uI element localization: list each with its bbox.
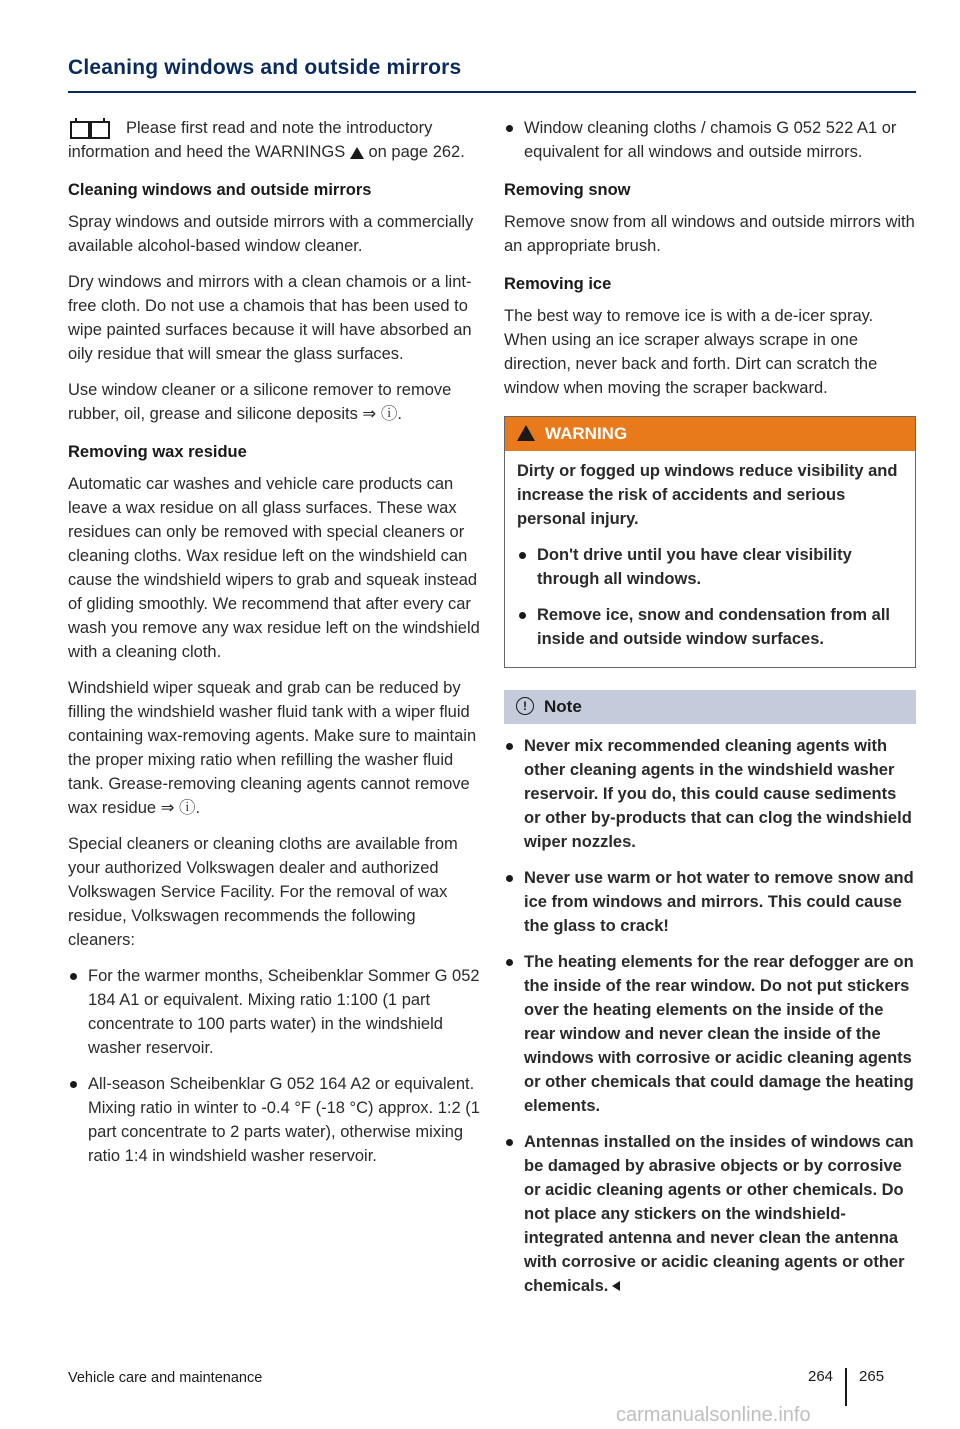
page-title: Cleaning windows and outside mirrors	[68, 56, 462, 79]
page-separator	[845, 1368, 847, 1406]
list-item-all-season: All-season Scheibenklar G 052 164 A2 or equivalent. Mixing ratio in winter to -0.4 °F (-18 °C) approx. 1:2 (1 part concentrate to 2 parts water), otherwise mixing ratio 1:4 in windshield washer reservoir.	[68, 1072, 480, 1168]
intro-paragraph	[68, 116, 480, 164]
heading-ice: Removing ice	[504, 275, 612, 293]
footer-section-name: Vehicle care and maintenance	[68, 1370, 263, 1386]
paragraph-spray: Spray windows and outside mirrors with a commercially available alcohol-based window cleaner.	[68, 213, 474, 255]
book-icon	[68, 116, 112, 140]
heading-wax: Removing wax residue	[68, 443, 247, 461]
warning-header	[505, 417, 915, 451]
warning-item-visibility: Don't drive until you have clear visibility through all windows.	[517, 543, 903, 591]
list-item-cloths: Window cleaning cloths / chamois G 052 522 A1 or equivalent for all windows and outside mirrors.	[504, 116, 916, 164]
paragraph-wax-residue: Automatic car washes and vehicle care products can leave a wax residue on all glass surfaces. These wax residues can only be removed with special cleaners or cleaning cloths. Wax residue left on the windshield can cause the windshield wipers to grab and squeak instead of gliding smoothly. We recommend that after every car wash you remove any wax residue left on the windshield with a cleaning cloth.	[68, 475, 480, 661]
watermark: carmanualsonline.info	[616, 1404, 811, 1426]
note-header	[504, 690, 916, 724]
page-number-right: 265	[859, 1368, 885, 1385]
warning-label: WARNING	[545, 424, 628, 443]
paragraph-silicone: Use window cleaner or a silicone remover to remove rubber, oil, grease and silicone deposits ⇒ ⓘ.	[68, 381, 452, 423]
warning-icon	[517, 425, 535, 441]
intro-page-ref: on page 262.	[368, 143, 465, 161]
end-of-section-icon	[612, 1281, 620, 1291]
note-item-mix: Never mix recommended cleaning agents with other cleaning agents in the windshield washer reservoir. If you do, this could cause sediments or other by-products that can clog the windshield wiper nozzles.	[504, 734, 916, 854]
note-item-heating: The heating elements for the rear defogger are on the inside of the rear window. Do not put stickers over the heating elements on the inside of the rear window and never clean the inside of the windows with corrosive or acidic cleaning agents or other chemicals that could damage the heating elements.	[504, 950, 916, 1118]
note-info-icon: !	[516, 697, 534, 715]
paragraph-wiper-squeak: Windshield wiper squeak and grab can be reduced by filling the windshield washer fluid tank with a wiper fluid containing wax-removing agents. Make sure to maintain the proper mixing ratio when refilling the washer fluid tank. Grease-removing cleaning agents cannot remove wax residue ⇒ ⓘ.	[68, 679, 477, 817]
list-item-sommer: For the warmer months, Scheibenklar Sommer G 052 184 A1 or equivalent. Mixing ratio 1:100 (1 part concentrate to 100 parts water) in the windshield washer reservoir.	[68, 964, 480, 1060]
warning-text: Dirty or fogged up windows reduce visibility and increase the risk of accidents and serious personal injury.	[517, 462, 898, 528]
title-divider	[68, 91, 916, 93]
paragraph-ice: The best way to remove ice is with a de-icer spray. When using an ice scraper always scrape in one direction, never back and forth. Dirt can scratch the window when moving the scraper backward.	[504, 307, 878, 397]
page-numbers	[808, 1368, 884, 1406]
paragraph-snow: Remove snow from all windows and outside mirrors with an appropriate brush.	[504, 213, 915, 255]
warning-body	[505, 451, 915, 667]
page-number-left: 264	[808, 1368, 834, 1385]
left-column	[68, 116, 480, 1180]
intro-text: Please first read and note the introductory information and heed the WARNINGS	[68, 119, 433, 161]
heading-snow: Removing snow	[504, 181, 631, 199]
paragraph-dry: Dry windows and mirrors with a clean chamois or a lint-free cloth. Do not use a chamois that has been used to wipe painted surfaces because it will have absorbed an oily residue that will smear the glass surfaces.	[68, 273, 472, 363]
right-column	[504, 116, 916, 1310]
note-label: Note	[544, 697, 582, 716]
note-item-hot-water: Never use warm or hot water to remove snow and ice from windows and mirrors. This could cause the glass to crack!	[504, 866, 916, 938]
heading-cleaning: Cleaning windows and outside mirrors	[68, 181, 372, 199]
warning-box	[504, 416, 916, 668]
paragraph-special-cleaners: Special cleaners or cleaning cloths are available from your authorized Volkswagen dealer and authorized Volkswagen Service Facility. For the removal of wax residue, Volkswagen recommends the following cleaners:	[68, 835, 458, 949]
note-item-antennas-text: Antennas installed on the insides of windows can be damaged by abrasive objects or by corrosive or acidic cleaning agents or other chemicals. Do not place any stickers on the windshield-integrated antenna and never clean the antenna with corrosive or acidic cleaning agents or other chemicals.	[524, 1133, 914, 1295]
warning-item-remove-ice: Remove ice, snow and condensation from all inside and outside window surfaces.	[517, 603, 903, 651]
note-item-antennas	[504, 1130, 916, 1298]
note-body	[504, 734, 916, 1298]
warning-triangle-icon	[350, 147, 364, 159]
